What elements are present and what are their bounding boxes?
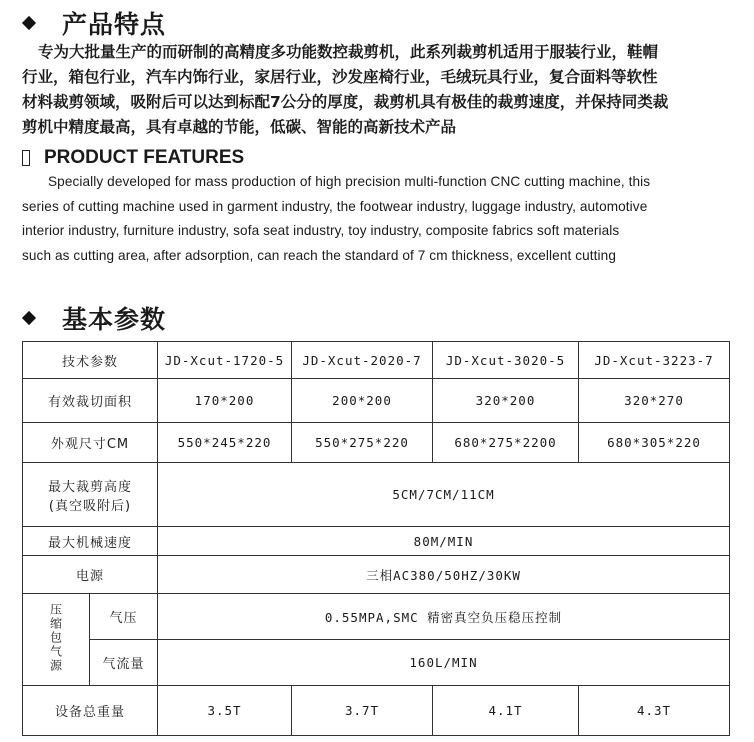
model-cell: JD-Xcut-2020-7: [292, 342, 433, 379]
table-row: [23, 686, 730, 736]
row-label-cell: 最大机械速度: [23, 527, 158, 556]
value-cell: 3.7T: [292, 686, 433, 736]
cn-line: 材料裁剪领域，吸附后可以达到标配7公分的厚度，裁剪机具有极佳的裁剪速度，并保持同类裁: [22, 93, 669, 111]
params-heading: [22, 300, 166, 336]
en-line: such as cutting area, after adsorption, can reach the standard of 7 cm thickness, excellent cutting: [22, 247, 616, 263]
en-line: interior industry, furniture industry, sofa seat industry, toy industry, composite fabrics soft materials: [22, 223, 620, 238]
model-cell: JD-Xcut-1720-5: [158, 342, 292, 379]
value-cell: 4.3T: [579, 686, 730, 736]
table-row: [23, 379, 730, 423]
table-row: [23, 342, 730, 379]
table-row: [23, 640, 730, 686]
value-cell: 4.1T: [433, 686, 579, 736]
value-cell: 320*270: [579, 379, 730, 423]
air-group-label: 压缩包气源: [48, 602, 63, 673]
row-label-cell: [23, 463, 158, 527]
model-cell: JD-Xcut-3020-5: [433, 342, 579, 379]
value-cell: 170*200: [158, 379, 292, 423]
product-features-title: PRODUCT FEATURES: [44, 147, 245, 168]
table-row: [23, 423, 730, 463]
header-label-cell: 技术参数: [23, 342, 158, 379]
table-row: [23, 463, 730, 527]
value-cell: 80M/MIN: [158, 527, 730, 556]
value-cell: 550*275*220: [292, 423, 433, 463]
row-label-cell: 有效裁切面积: [23, 379, 158, 423]
features-english-paragraph: [22, 170, 737, 268]
table-row: [23, 527, 730, 556]
cn-line: 剪机中精度最高，具有卓越的节能，低碳、智能的高新技术产品: [22, 118, 457, 136]
value-cell: 5CM/7CM/11CM: [158, 463, 730, 527]
row-label-cell: 气流量: [90, 640, 158, 686]
value-cell: 200*200: [292, 379, 433, 423]
table-row: [23, 594, 730, 640]
spec-table: [22, 341, 730, 736]
cn-line: 专为大批量生产的而研制的高精度多功能数控裁剪机，此系列裁剪机适用于服装行业，鞋帽: [38, 43, 659, 61]
diamond-bullet-icon: [22, 16, 36, 30]
missing-glyph-icon: [22, 150, 30, 166]
features-heading: [22, 5, 166, 41]
row-label-line: 最大裁剪高度: [48, 479, 133, 495]
row-label-cell: 气压: [90, 594, 158, 640]
row-label-cell: 外观尺寸CM: [23, 423, 158, 463]
value-cell: 550*245*220: [158, 423, 292, 463]
value-cell: 320*200: [433, 379, 579, 423]
row-label-cell: 电源: [23, 556, 158, 594]
features-chinese-paragraph: [22, 40, 737, 140]
row-label-cell: 设备总重量: [23, 686, 158, 736]
product-features-heading: [22, 147, 244, 169]
value-cell: 0.55MPA,SMC 精密真空负压稳压控制: [158, 594, 730, 640]
features-title: 产品特点: [62, 10, 167, 39]
value-cell: 680*275*2200: [433, 423, 579, 463]
cn-line: 行业，箱包行业，汽车内饰行业，家居行业，沙发座椅行业，毛绒玩具行业，复合面料等软性: [22, 68, 658, 86]
value-cell: 160L/MIN: [158, 640, 730, 686]
value-cell: 三相AC380/50HZ/30KW: [158, 556, 730, 594]
value-cell: 3.5T: [158, 686, 292, 736]
diamond-bullet-icon: [22, 311, 36, 325]
air-group-cell: [23, 594, 90, 686]
table-row: [23, 556, 730, 594]
model-cell: JD-Xcut-3223-7: [579, 342, 730, 379]
params-title: 基本参数: [62, 305, 167, 334]
row-label-line: (真空吸附后): [48, 498, 132, 514]
en-line: Specially developed for mass production of high precision multi-function CNC cutting machine, this: [48, 174, 651, 189]
value-cell: 680*305*220: [579, 423, 730, 463]
en-line: series of cutting machine used in garment industry, the footwear industry, luggage industry, automotive: [22, 198, 648, 214]
